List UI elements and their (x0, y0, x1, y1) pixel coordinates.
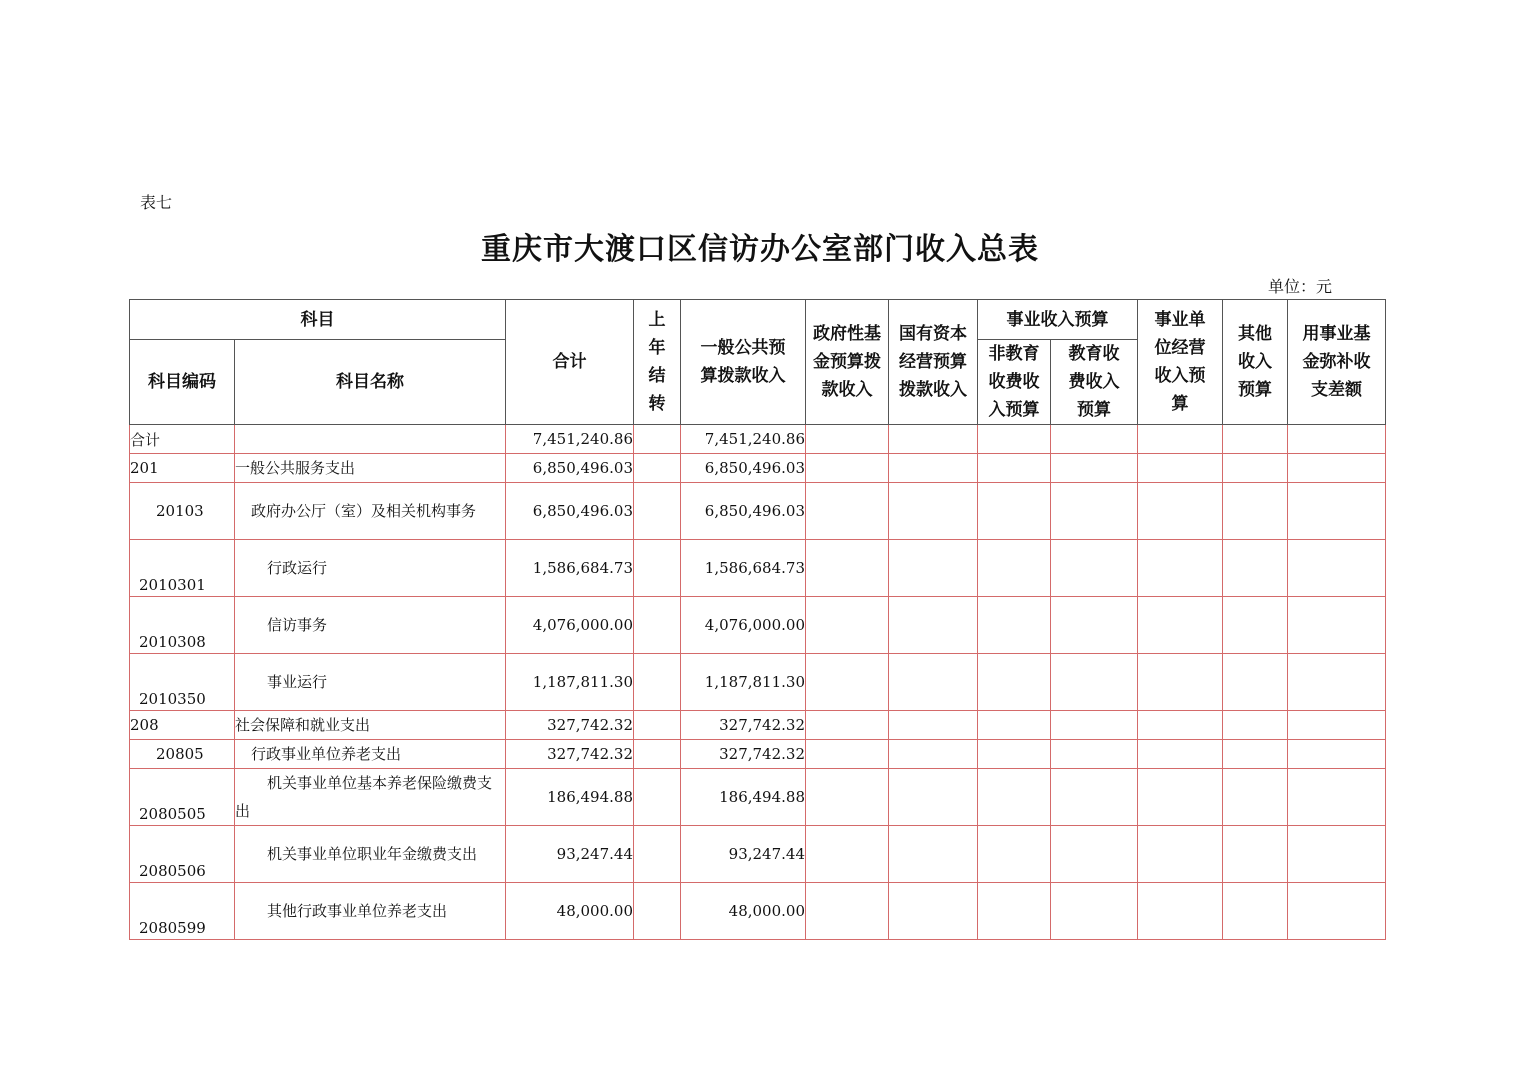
cell-code: 20103 (130, 483, 235, 540)
header-edu-fee: 教育收费收入预算 (1051, 340, 1138, 425)
cell-total: 1,187,811.30 (506, 654, 634, 711)
cell-carryover (634, 883, 681, 940)
cell-state-capital (889, 826, 978, 883)
cell-gov-fund (806, 454, 889, 483)
cell-name: 社会保障和就业支出 (235, 711, 506, 740)
cell-non-edu-fee (978, 597, 1051, 654)
cell-gov-fund (806, 654, 889, 711)
cell-carryover (634, 483, 681, 540)
cell-code: 20805 (130, 740, 235, 769)
table-body (130, 425, 1386, 940)
cell-general-budget: 327,742.32 (681, 711, 806, 740)
subcategory-row (130, 483, 1386, 540)
item-row (130, 654, 1386, 711)
cell-code: 208 (130, 711, 235, 740)
cell-name: 其他行政事业单位养老支出 (235, 883, 506, 940)
cell-gov-fund (806, 883, 889, 940)
cell-fund-balance (1288, 711, 1386, 740)
cell-total: 6,850,496.03 (506, 454, 634, 483)
cell-carryover (634, 826, 681, 883)
header-gov-fund: 政府性基金预算拨款收入 (806, 300, 889, 425)
cell-name: 信访事务 (235, 597, 506, 654)
cell-edu-fee (1051, 540, 1138, 597)
cell-edu-fee (1051, 483, 1138, 540)
cell-code: 2080505 (130, 769, 235, 826)
cell-total: 6,850,496.03 (506, 483, 634, 540)
header-fund-balance: 用事业基金弥补收支差额 (1288, 300, 1386, 425)
income-summary-table (129, 299, 1386, 940)
cell-business-operation (1138, 483, 1223, 540)
cell-business-operation (1138, 883, 1223, 940)
cell-carryover (634, 740, 681, 769)
cell-non-edu-fee (978, 826, 1051, 883)
cell-code: 2010301 (130, 540, 235, 597)
cell-edu-fee (1051, 711, 1138, 740)
header-non-edu-fee: 非教育收费收入预算 (978, 340, 1051, 425)
cell-name: 一般公共服务支出 (235, 454, 506, 483)
cell-other-income (1223, 883, 1288, 940)
cell-business-operation (1138, 711, 1223, 740)
cell-business-operation (1138, 540, 1223, 597)
cell-non-edu-fee (978, 483, 1051, 540)
cell-gov-fund (806, 711, 889, 740)
cell-non-edu-fee (978, 540, 1051, 597)
cell-code: 2080506 (130, 826, 235, 883)
page-title: 重庆市大渡口区信访办公室部门收入总表 (481, 232, 1039, 267)
header-general-budget: 一般公共预算拨款收入 (681, 300, 806, 425)
cell-state-capital (889, 454, 978, 483)
cell-other-income (1223, 454, 1288, 483)
cell-fund-balance (1288, 769, 1386, 826)
header-state-capital: 国有资本经营预算拨款收入 (889, 300, 978, 425)
cell-carryover (634, 425, 681, 454)
cell-edu-fee (1051, 769, 1138, 826)
cell-state-capital (889, 483, 978, 540)
cell-edu-fee (1051, 454, 1138, 483)
category-row (130, 454, 1386, 483)
cell-other-income (1223, 711, 1288, 740)
cell-code: 2010350 (130, 654, 235, 711)
header-other-income: 其他收入预算 (1223, 300, 1288, 425)
header-business-operation: 事业单位经营收入预算 (1138, 300, 1223, 425)
cell-other-income (1223, 654, 1288, 711)
total-row (130, 425, 1386, 454)
cell-name: 事业运行 (235, 654, 506, 711)
cell-total: 327,742.32 (506, 740, 634, 769)
cell-general-budget: 6,850,496.03 (681, 483, 806, 540)
cell-general-budget: 48,000.00 (681, 883, 806, 940)
cell-non-edu-fee (978, 769, 1051, 826)
cell-name: 政府办公厅（室）及相关机构事务 (235, 483, 506, 540)
cell-non-edu-fee (978, 711, 1051, 740)
cell-total: 327,742.32 (506, 711, 634, 740)
cell-state-capital (889, 540, 978, 597)
cell-fund-balance (1288, 454, 1386, 483)
cell-gov-fund (806, 540, 889, 597)
cell-carryover (634, 769, 681, 826)
cell-other-income (1223, 826, 1288, 883)
header-business-income-group: 事业收入预算 (978, 300, 1138, 340)
cell-fund-balance (1288, 740, 1386, 769)
cell-non-edu-fee (978, 740, 1051, 769)
cell-general-budget: 6,850,496.03 (681, 454, 806, 483)
cell-code: 201 (130, 454, 235, 483)
cell-name: 机关事业单位职业年金缴费支出 (235, 826, 506, 883)
cell-gov-fund (806, 425, 889, 454)
unit-label: 单位：元 (1268, 277, 1333, 296)
cell-fund-balance (1288, 425, 1386, 454)
cell-edu-fee (1051, 826, 1138, 883)
cell-total: 48,000.00 (506, 883, 634, 940)
cell-other-income (1223, 483, 1288, 540)
cell-general-budget: 93,247.44 (681, 826, 806, 883)
cell-general-budget: 327,742.32 (681, 740, 806, 769)
cell-gov-fund (806, 740, 889, 769)
cell-name (235, 425, 506, 454)
cell-carryover (634, 711, 681, 740)
cell-carryover (634, 540, 681, 597)
cell-state-capital (889, 654, 978, 711)
cell-gov-fund (806, 826, 889, 883)
category-row (130, 711, 1386, 740)
cell-state-capital (889, 883, 978, 940)
cell-edu-fee (1051, 597, 1138, 654)
cell-non-edu-fee (978, 654, 1051, 711)
cell-code: 2010308 (130, 597, 235, 654)
cell-name: 行政事业单位养老支出 (235, 740, 506, 769)
cell-name: 机关事业单位基本养老保险缴费支出 (235, 769, 506, 826)
cell-fund-balance (1288, 540, 1386, 597)
cell-carryover (634, 454, 681, 483)
item-row (130, 769, 1386, 826)
cell-carryover (634, 597, 681, 654)
cell-general-budget: 1,187,811.30 (681, 654, 806, 711)
cell-state-capital (889, 425, 978, 454)
cell-fund-balance (1288, 483, 1386, 540)
cell-general-budget: 1,586,684.73 (681, 540, 806, 597)
cell-edu-fee (1051, 883, 1138, 940)
cell-total: 4,076,000.00 (506, 597, 634, 654)
cell-edu-fee (1051, 425, 1138, 454)
cell-fund-balance (1288, 654, 1386, 711)
cell-state-capital (889, 769, 978, 826)
cell-total: 1,586,684.73 (506, 540, 634, 597)
cell-business-operation (1138, 425, 1223, 454)
item-row (130, 883, 1386, 940)
cell-state-capital (889, 740, 978, 769)
cell-code: 2080599 (130, 883, 235, 940)
cell-business-operation (1138, 654, 1223, 711)
cell-other-income (1223, 769, 1288, 826)
table-label: 表七 (140, 193, 173, 212)
cell-general-budget: 7,451,240.86 (681, 425, 806, 454)
cell-carryover (634, 654, 681, 711)
cell-business-operation (1138, 597, 1223, 654)
cell-total: 7,451,240.86 (506, 425, 634, 454)
cell-code: 合计 (130, 425, 235, 454)
cell-business-operation (1138, 740, 1223, 769)
cell-name: 行政运行 (235, 540, 506, 597)
cell-other-income (1223, 740, 1288, 769)
header-code: 科目编码 (130, 340, 235, 425)
cell-edu-fee (1051, 654, 1138, 711)
cell-fund-balance (1288, 597, 1386, 654)
cell-non-edu-fee (978, 883, 1051, 940)
cell-fund-balance (1288, 883, 1386, 940)
cell-other-income (1223, 540, 1288, 597)
item-row (130, 826, 1386, 883)
cell-state-capital (889, 597, 978, 654)
item-row (130, 597, 1386, 654)
header-carryover: 上年结转 (634, 300, 681, 425)
cell-gov-fund (806, 483, 889, 540)
item-row (130, 540, 1386, 597)
cell-business-operation (1138, 454, 1223, 483)
cell-general-budget: 4,076,000.00 (681, 597, 806, 654)
cell-edu-fee (1051, 740, 1138, 769)
cell-total: 186,494.88 (506, 769, 634, 826)
cell-non-edu-fee (978, 425, 1051, 454)
header-name: 科目名称 (235, 340, 506, 425)
cell-state-capital (889, 711, 978, 740)
cell-non-edu-fee (978, 454, 1051, 483)
cell-gov-fund (806, 769, 889, 826)
cell-total: 93,247.44 (506, 826, 634, 883)
header-total: 合计 (506, 300, 634, 425)
subcategory-row (130, 740, 1386, 769)
cell-other-income (1223, 425, 1288, 454)
header-subject-group: 科目 (130, 300, 506, 340)
cell-gov-fund (806, 597, 889, 654)
cell-general-budget: 186,494.88 (681, 769, 806, 826)
cell-business-operation (1138, 826, 1223, 883)
cell-other-income (1223, 597, 1288, 654)
cell-fund-balance (1288, 826, 1386, 883)
cell-business-operation (1138, 769, 1223, 826)
